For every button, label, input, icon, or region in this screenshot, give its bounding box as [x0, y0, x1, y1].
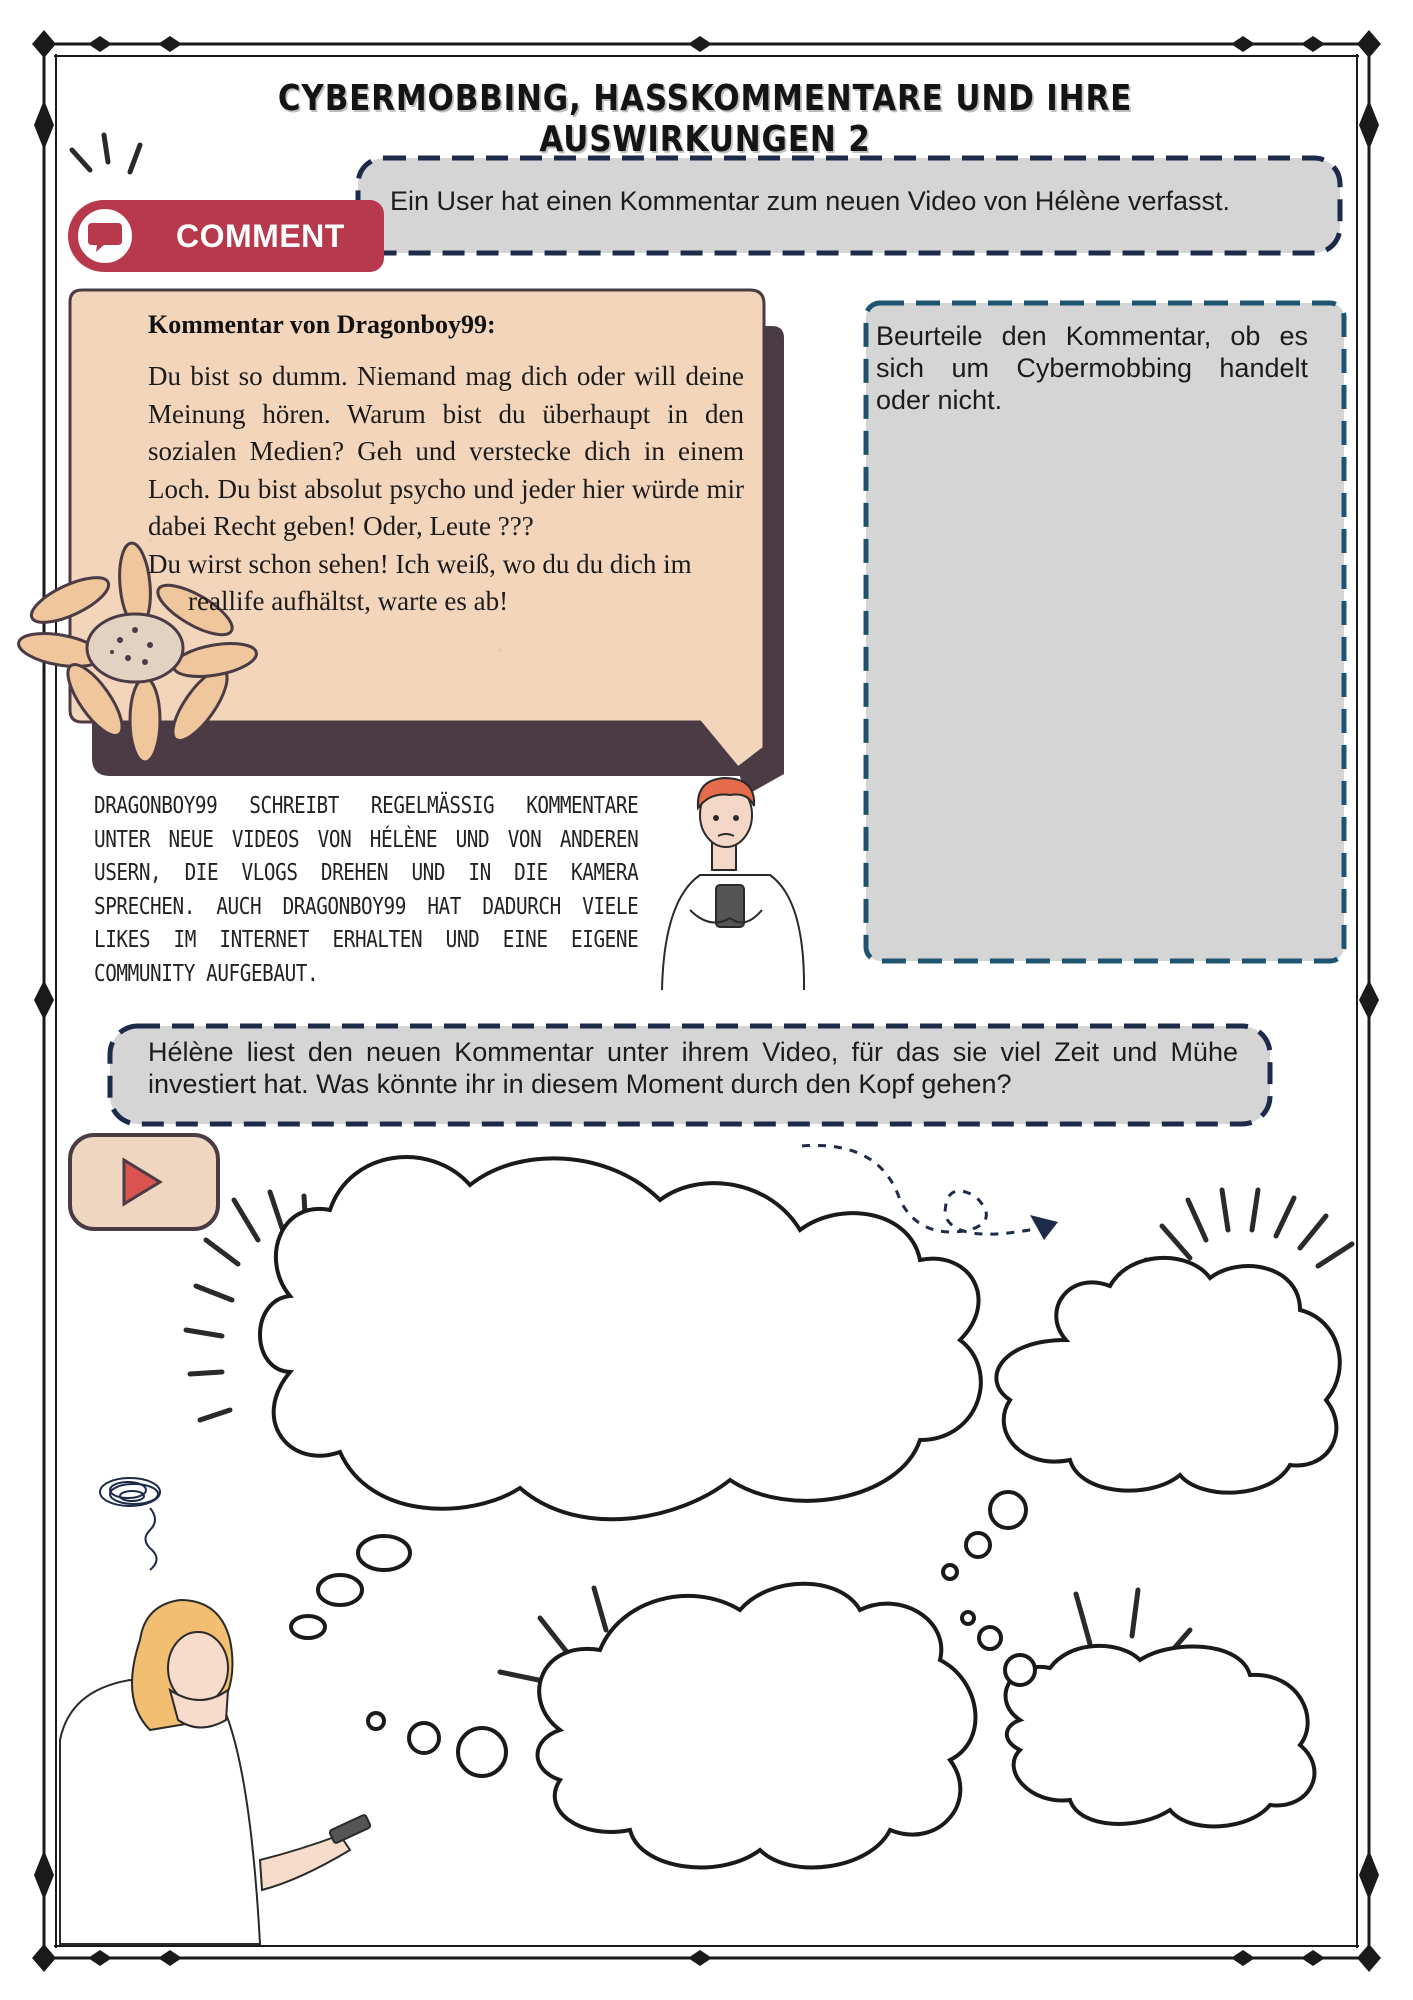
- comment-badge-circle: [72, 203, 138, 269]
- thought-clouds: [260, 1157, 1340, 1867]
- play-button-icon: [70, 1135, 218, 1229]
- task-text: Beurteile den Kommentar, ob es sich um Cybermobbing handelt oder nicht.: [876, 321, 1308, 415]
- intro-text: Ein User hat einen Kommentar zum neuen Video von Hélène verfasst.: [390, 186, 1230, 216]
- boy-with-phone-illustration: [662, 778, 804, 990]
- comment-badge-label: COMMENT: [176, 218, 345, 254]
- info-text: DRAGONBOY99 SCHREIBT REGELMÄSSIG KOMMENTARE UNTER NEUE VIDEOS VON HÉLÈNE UND VON ANDEREN USERN, DIE VLOGS DREHEN UND IN DIE KAMERA SPRECHEN. AUCH DRAGONBOY99 HAT DADURCH VIELE LIKES IM INTERNET ERHALTEN UND EINE EIGENE COMMUNITY AUFGEBAUT.: [94, 793, 639, 987]
- speech-bubble-icon: [78, 209, 132, 263]
- comment-body-main: Du bist so dumm. Niemand mag dich oder will deine Meinung hören. Warum bist du überhaupt in den sozialen Medien? Geh und verstecke dich in einem Loch. Du bist absolut psycho und jeder hier würde mir dabei Recht geben! Oder, Leute ???: [148, 361, 744, 541]
- question-text: Hélène liest den neuen Kommentar unter ihrem Video, für das sie viel Zeit und Mühe investiert hat. Was könnte ihr in diesem Moment durch den Kopf gehen?: [148, 1037, 1238, 1099]
- comment-heading: Kommentar von Dragonboy99:: [148, 310, 496, 339]
- comment-body-threat-cont: reallife aufhältst, warte es ab!: [188, 586, 509, 616]
- emphasis-strokes-icon: [72, 135, 140, 172]
- thought-cloud-right: [996, 1258, 1339, 1493]
- arrow-head-icon: [1030, 1215, 1058, 1240]
- thought-cloud-large: [260, 1157, 981, 1519]
- thought-cloud-bottom-right: [1006, 1646, 1315, 1827]
- comment-body-threat: Du wirst schon sehen! Ich weiß, wo du du dich im: [148, 548, 692, 579]
- page-title: CYBERMOBBING, HASSKOMMENTARE UND IHRE AUSWIRKUNGEN 2: [277, 78, 1133, 160]
- comment-body: [148, 358, 744, 621]
- girl-with-phone-illustration: [60, 1600, 371, 1944]
- scribble-icon: [100, 1478, 160, 1570]
